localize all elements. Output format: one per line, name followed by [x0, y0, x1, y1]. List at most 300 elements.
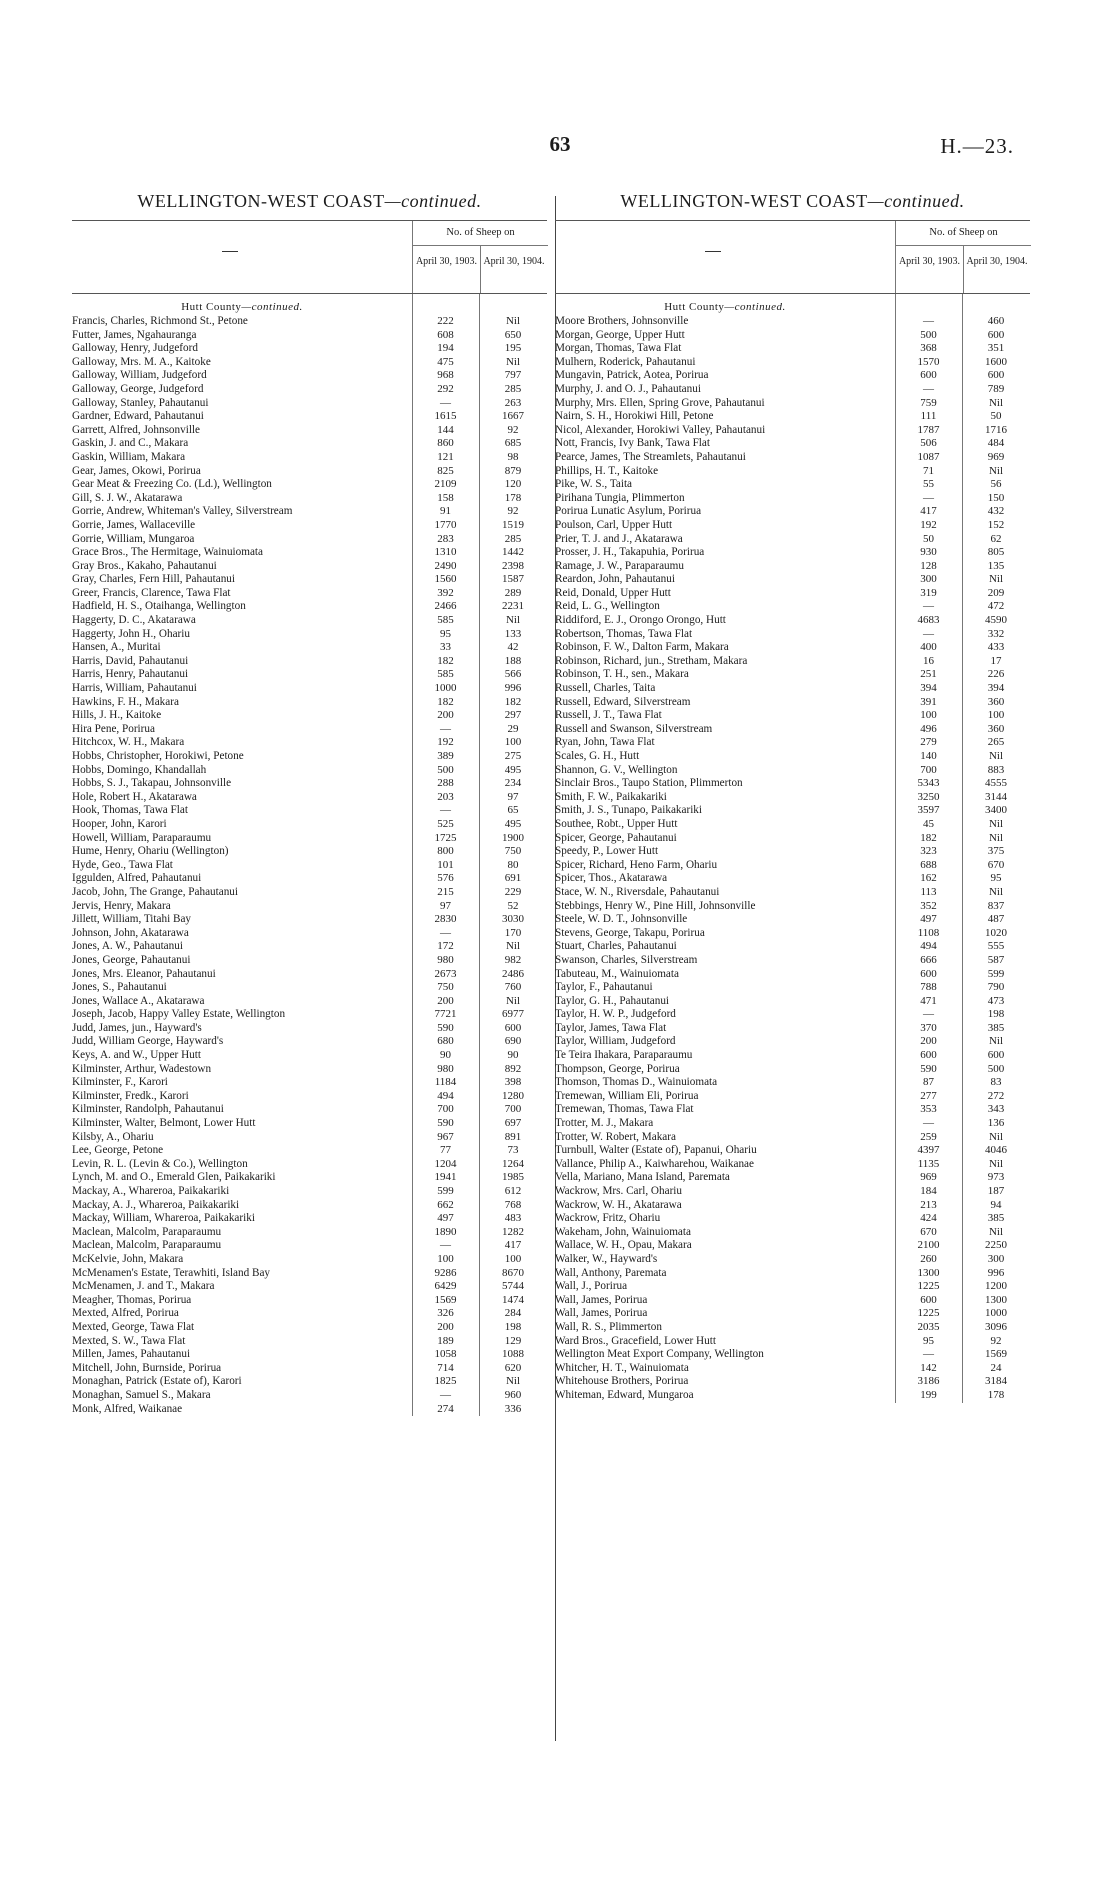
owner-name: McMenamen, J. and T., Makara — [72, 1280, 215, 1293]
sheep-1904: 3030 — [502, 913, 524, 926]
table-row — [555, 315, 1030, 329]
owner-name: Gray Bros., Kakaho, Pahautanui — [72, 559, 217, 572]
owner-name: McKelvie, John, Makara — [72, 1252, 184, 1265]
sheep-1903: — — [923, 382, 934, 395]
owner-name: Futter, James, Ngahauranga — [72, 328, 197, 341]
sheep-1904: 300 — [987, 1252, 1005, 1265]
owner-name: Russell, J. T., Tawa Flat — [555, 709, 662, 722]
sheep-1904: 360 — [987, 722, 1005, 735]
owner-name: Robinson, F. W., Dalton Farm, Makara — [555, 641, 729, 654]
sheep-1903: 319 — [920, 586, 937, 599]
sheep-1904: 566 — [504, 668, 522, 681]
sheep-1904: 891 — [504, 1130, 522, 1143]
table-row — [72, 940, 547, 954]
sheep-1903: 2466 — [434, 600, 457, 613]
sheep-1904: 750 — [504, 845, 522, 858]
sheep-1903: 1225 — [917, 1280, 940, 1293]
sheep-1904: 263 — [504, 396, 522, 409]
table-row — [555, 587, 1030, 601]
sheep-1903: 277 — [920, 1089, 937, 1102]
sheep-1903: 7721 — [434, 1008, 457, 1021]
sheep-1904: 1442 — [502, 546, 524, 559]
sheep-1903: 182 — [920, 831, 937, 844]
column-title: WELLINGTON-WEST COAST—continued. — [137, 191, 482, 211]
sheep-1904: 209 — [987, 586, 1005, 599]
sheep-1903: 172 — [437, 940, 454, 953]
owner-name: McMenamen's Estate, Terawhiti, Island Bay — [72, 1266, 270, 1279]
sheep-1903: 600 — [920, 1293, 937, 1306]
table-row — [72, 397, 547, 411]
sheep-1903: 471 — [920, 994, 937, 1007]
sheep-1904: 289 — [504, 586, 522, 599]
sheep-1904: 198 — [987, 1008, 1005, 1021]
owner-name: Whiteman, Edward, Mungaroa — [555, 1388, 694, 1401]
table-row — [72, 764, 547, 778]
sheep-1903: 199 — [920, 1388, 937, 1401]
owner-name: Hobbs, S. J., Takapau, Johnsonville — [72, 777, 232, 790]
table-row — [555, 505, 1030, 519]
sheep-count-header — [412, 221, 548, 293]
sheep-1904: 837 — [987, 899, 1005, 912]
table-row — [72, 492, 547, 506]
sheep-1903: 1725 — [434, 831, 457, 844]
table-row — [555, 1076, 1030, 1090]
sheep-1903: 825 — [437, 464, 454, 477]
owner-name: Hansen, A., Muritai — [72, 641, 161, 654]
sheep-1903: 1310 — [434, 546, 457, 559]
sheep-1903: 494 — [920, 940, 937, 953]
table-row — [72, 546, 547, 560]
owner-name: Jones, Mrs. Eleanor, Pahautanui — [72, 967, 216, 980]
owner-name: Wellington Meat Export Company, Wellington — [555, 1348, 764, 1361]
sheep-1903: 1204 — [434, 1157, 457, 1170]
sheep-1903: — — [440, 1388, 451, 1401]
sheep-1904: 433 — [987, 641, 1005, 654]
owner-name: Wall, Anthony, Paremata — [555, 1266, 667, 1279]
sheep-1903: 391 — [920, 695, 937, 708]
sheep-1903: 251 — [920, 668, 937, 681]
owner-name: Speedy, P., Lower Hutt — [555, 845, 659, 858]
table-row — [555, 1035, 1030, 1049]
table-row — [72, 1049, 547, 1063]
sheep-1904: 285 — [504, 382, 522, 395]
table-row — [72, 709, 547, 723]
table-row — [72, 1171, 547, 1185]
sheep-1904: 375 — [987, 845, 1005, 858]
sheep-1904: 198 — [504, 1320, 522, 1333]
sheep-1904: 790 — [987, 981, 1005, 994]
sheep-1903: 215 — [437, 885, 454, 898]
owner-name: Shannon, G. V., Wellington — [555, 763, 678, 776]
table-row — [72, 1185, 547, 1199]
table-row — [72, 1199, 547, 1213]
sheep-1903: 142 — [920, 1361, 937, 1374]
owner-name: Smith, F. W., Paikakariki — [555, 790, 667, 803]
sheep-1903: — — [440, 926, 451, 939]
owner-name: Smith, J. S., Tunapo, Paikakariki — [555, 804, 703, 817]
owner-name: Lee, George, Petone — [72, 1144, 164, 1157]
sheep-1903: — — [440, 1239, 451, 1252]
owner-name: Jervis, Henry, Makara — [72, 899, 171, 912]
table-row — [555, 1321, 1030, 1335]
table-row — [72, 560, 547, 574]
sheep-1904: 2486 — [502, 967, 524, 980]
sheep-1904: 996 — [504, 682, 522, 695]
sheep-1904: 73 — [507, 1144, 519, 1157]
table-row — [555, 342, 1030, 356]
table-row — [72, 1131, 547, 1145]
sheep-1904: 135 — [987, 559, 1005, 572]
sheep-1903: 590 — [920, 1062, 937, 1075]
sheep-1903: 424 — [920, 1212, 937, 1225]
sheep-1904: 892 — [504, 1062, 522, 1075]
sheep-1904: 600 — [987, 1049, 1005, 1062]
owner-name: Ward Bros., Gracefield, Lower Hutt — [555, 1334, 716, 1347]
sheep-1904: 1519 — [502, 518, 524, 531]
sheep-1903: 500 — [437, 763, 454, 776]
sheep-1904: 297 — [504, 709, 522, 722]
sheep-1903: 600 — [920, 369, 937, 382]
sheep-1903: 400 — [920, 641, 937, 654]
sheep-1904: 92 — [507, 423, 519, 436]
table-header — [555, 220, 1030, 294]
table-row — [72, 818, 547, 832]
table-row — [555, 1280, 1030, 1294]
sheep-1904: 599 — [987, 967, 1005, 980]
table-row — [72, 913, 547, 927]
owner-name: Trotter, M. J., Makara — [555, 1117, 654, 1130]
table-row — [555, 397, 1030, 411]
table-row — [72, 1267, 547, 1281]
table-row — [555, 886, 1030, 900]
owner-name: Thomson, Thomas D., Wainuiomata — [555, 1076, 718, 1089]
sheep-1904: Nil — [988, 464, 1004, 477]
sheep-1904: 234 — [504, 777, 522, 790]
sheep-1903: 1770 — [434, 518, 457, 531]
owner-name: Lynch, M. and O., Emerald Glen, Paikakariki — [72, 1171, 276, 1184]
owner-name: Galloway, William, Judgeford — [72, 369, 207, 382]
owner-name: Haggerty, John H., Ohariu — [72, 627, 190, 640]
owner-name: Mexted, George, Tawa Flat — [72, 1320, 195, 1333]
owner-name: Galloway, Stanley, Pahautanui — [72, 396, 209, 409]
sheep-1904: 2250 — [985, 1239, 1007, 1252]
table-row — [555, 1212, 1030, 1226]
sheep-1904: 52 — [507, 899, 519, 912]
table-row — [72, 995, 547, 1009]
sheep-1904: 136 — [987, 1117, 1005, 1130]
owner-name: Poulson, Carl, Upper Hutt — [555, 518, 673, 531]
table-row — [72, 1158, 547, 1172]
table-row — [72, 1212, 547, 1226]
sheep-1904: 960 — [504, 1388, 522, 1401]
sheep-1904: 1200 — [985, 1280, 1007, 1293]
owner-name: Gorrie, James, Wallaceville — [72, 518, 196, 531]
table-row — [555, 600, 1030, 614]
sheep-1903: — — [440, 722, 451, 735]
table-row — [555, 750, 1030, 764]
sheep-1903: 1615 — [434, 410, 457, 423]
sheep-1904: Nil — [988, 396, 1004, 409]
sheep-1903: 100 — [920, 709, 937, 722]
sheep-1903: 101 — [437, 858, 454, 871]
owner-name: Ryan, John, Tawa Flat — [555, 736, 655, 749]
table-row — [72, 804, 547, 818]
sheep-1904: 4590 — [985, 614, 1007, 627]
sheep-1904: 92 — [990, 1334, 1002, 1347]
table-row — [555, 791, 1030, 805]
owner-name: Wallace, W. H., Opau, Makara — [555, 1239, 692, 1252]
owner-name: Hitchcox, W. H., Makara — [72, 736, 185, 749]
sheep-1904: 612 — [504, 1185, 522, 1197]
table-row — [72, 791, 547, 805]
sheep-1903: 608 — [437, 328, 454, 341]
owner-name: Vella, Mariano, Mana Island, Paremata — [555, 1171, 730, 1184]
table-row — [555, 832, 1030, 846]
sheep-1903: 95 — [440, 627, 451, 640]
owner-name: Reardon, John, Pahautanui — [555, 573, 675, 586]
table-row — [72, 410, 547, 424]
sheep-1903: 3250 — [917, 790, 940, 803]
table-row — [72, 696, 547, 710]
owner-name: Wakeham, John, Wainuiomata — [555, 1225, 691, 1238]
sheep-1904: 398 — [504, 1076, 522, 1089]
sheep-1903: 417 — [920, 505, 937, 518]
table-row — [555, 1267, 1030, 1281]
sheep-1903: 506 — [920, 437, 937, 450]
table-row — [555, 764, 1030, 778]
sheep-1903: 33 — [440, 641, 451, 654]
sheep-1904: 2398 — [502, 559, 524, 572]
document-reference: H.—23. — [940, 134, 1014, 158]
owner-name: Kilminster, Randolph, Pahautanui — [72, 1103, 224, 1116]
owner-name: Morgan, George, Upper Hutt — [555, 328, 685, 341]
owner-name: Grace Bros., The Hermitage, Wainuiomata — [72, 546, 263, 559]
table-row — [72, 573, 547, 587]
table-row — [555, 437, 1030, 451]
sheep-1903: 389 — [437, 750, 454, 762]
table-row — [72, 342, 547, 356]
owner-name: Taylor, William, Judgeford — [555, 1035, 676, 1048]
owner-name: Robinson, T. H., sen., Makara — [555, 668, 689, 681]
owner-name: Swanson, Charles, Silverstream — [555, 953, 698, 966]
sheep-1903: — — [923, 1117, 934, 1130]
owner-name: Mulhern, Roderick, Pahautanui — [555, 355, 696, 368]
table-row — [72, 1035, 547, 1049]
sheep-1903: 1087 — [917, 450, 940, 463]
table-row — [555, 1307, 1030, 1321]
sheep-1904: 178 — [987, 1388, 1005, 1401]
table-row — [72, 968, 547, 982]
owner-name: Francis, Charles, Richmond St., Petone — [72, 315, 248, 327]
sheep-1903: 2100 — [917, 1239, 940, 1252]
sheep-1903: 1825 — [434, 1375, 457, 1388]
sheep-1903: 5343 — [917, 777, 940, 790]
sheep-1903: 1184 — [434, 1076, 457, 1089]
sheep-1903: 750 — [437, 981, 454, 994]
table-row — [555, 628, 1030, 642]
sheep-1903: 788 — [920, 981, 937, 994]
table-row — [555, 927, 1030, 941]
sheep-1903: 967 — [437, 1130, 454, 1143]
owner-name: Thompson, George, Porirua — [555, 1062, 680, 1075]
table-row — [72, 1307, 547, 1321]
owner-name: Spicer, Thos., Akatarawa — [555, 872, 668, 885]
table-row — [555, 1239, 1030, 1253]
sheep-1904: 1587 — [502, 573, 524, 586]
table-row — [72, 1253, 547, 1267]
sheep-1904: 600 — [987, 369, 1005, 382]
sheep-1903: 77 — [440, 1144, 451, 1157]
table-row — [555, 1090, 1030, 1104]
sheep-1904: 343 — [987, 1103, 1005, 1116]
sheep-1904: 100 — [987, 709, 1005, 722]
county-heading: Hutt County—continued. — [664, 301, 786, 313]
owner-name: Mungavin, Patrick, Aotea, Porirua — [555, 369, 709, 382]
owner-name: Stebbings, Henry W., Pine Hill, Johnsonville — [555, 899, 756, 912]
sheep-1903: 1135 — [917, 1157, 940, 1170]
owner-name: Tabuteau, M., Wainuiomata — [555, 967, 679, 980]
sheep-1904: 1264 — [502, 1157, 524, 1170]
owner-name: Tremewan, William Eli, Porirua — [555, 1089, 699, 1102]
table-row — [72, 1321, 547, 1335]
sheep-1904: 768 — [504, 1198, 522, 1211]
owner-name: Jacob, John, The Grange, Pahautanui — [72, 885, 239, 898]
table-row — [555, 614, 1030, 628]
sheep-1903: 475 — [437, 355, 454, 368]
table-row — [555, 356, 1030, 370]
sheep-1903: — — [923, 1348, 934, 1361]
owner-name: Hooper, John, Karori — [72, 817, 167, 830]
owner-name: Hobbs, Domingo, Khandallah — [72, 763, 207, 776]
table-header — [72, 220, 547, 294]
table-row — [72, 668, 547, 682]
sheep-1904: 152 — [987, 518, 1005, 531]
table-row — [72, 533, 547, 547]
owner-name: Russell, Charles, Taita — [555, 682, 656, 695]
sheep-1904: 620 — [504, 1361, 522, 1374]
owner-name: Prosser, J. H., Takapuhia, Porirua — [555, 546, 705, 559]
owner-name: Wall, J., Porirua — [555, 1280, 628, 1293]
sheep-1904: 670 — [987, 858, 1005, 871]
table-row — [72, 1348, 547, 1362]
sheep-1904: 284 — [504, 1307, 522, 1320]
table-row — [555, 981, 1030, 995]
sheep-1903: 700 — [920, 763, 937, 776]
sheep-1904: 275 — [504, 750, 522, 762]
table-row — [72, 1063, 547, 1077]
owner-name: Robinson, Richard, jun., Stretham, Makara — [555, 654, 748, 667]
owner-name: Hira Pene, Porirua — [72, 722, 155, 735]
table-row — [555, 1171, 1030, 1185]
sheep-1903: — — [923, 627, 934, 640]
owner-name: Gorrie, Andrew, Whiteman's Valley, Silverstream — [72, 505, 293, 518]
owner-name: Turnbull, Walter (Estate of), Papanui, Ohariu — [555, 1144, 757, 1157]
sheep-1903: 394 — [920, 682, 937, 695]
table-row — [72, 927, 547, 941]
owner-name: Galloway, George, Judgeford — [72, 382, 204, 395]
sheep-count-label: No. of Sheep on — [896, 221, 1031, 246]
owner-name: Taylor, James, Tawa Flat — [555, 1021, 667, 1034]
table-row — [555, 478, 1030, 492]
sheep-1904: 42 — [507, 641, 519, 654]
table-row — [555, 1103, 1030, 1117]
table-row — [72, 1226, 547, 1240]
sheep-1903: 323 — [920, 845, 937, 858]
table-row — [555, 682, 1030, 696]
table-row — [72, 1090, 547, 1104]
sheep-1903: 1000 — [434, 682, 457, 695]
sheep-1904: 285 — [504, 532, 522, 545]
owner-name: Wackrow, Fritz, Ohariu — [555, 1212, 661, 1225]
owner-name: Jones, George, Pahautanui — [72, 953, 191, 966]
owner-name: Gaskin, William, Makara — [72, 450, 186, 463]
sheep-1904: 90 — [507, 1049, 519, 1062]
sheep-1903: 599 — [437, 1185, 454, 1197]
table-row — [72, 1335, 547, 1349]
sheep-1904: 170 — [504, 926, 522, 939]
left-column — [72, 186, 547, 1416]
table-row — [72, 600, 547, 614]
owner-name: Wackrow, Mrs. Carl, Ohariu — [555, 1185, 682, 1197]
table-row — [72, 1008, 547, 1022]
sheep-1903: 16 — [923, 654, 934, 667]
sheep-1903: 128 — [920, 559, 937, 572]
owner-name: Hole, Robert H., Akatarawa — [72, 790, 197, 803]
sheep-1904: 691 — [504, 872, 522, 885]
sheep-1903: 800 — [437, 845, 454, 858]
table-row — [72, 736, 547, 750]
owner-name: Ramage, J. W., Paraparaumu — [555, 559, 684, 572]
header-april-1904: April 30, 1904. — [480, 246, 547, 293]
table-row — [72, 1389, 547, 1403]
owner-name: Pearce, James, The Streamlets, Pahautanui — [555, 450, 746, 463]
table-row — [555, 1117, 1030, 1131]
sheep-1904: 8670 — [502, 1266, 524, 1279]
table-row — [555, 329, 1030, 343]
sheep-1903: 662 — [437, 1198, 454, 1211]
owner-name: Nairn, S. H., Horokiwi Hill, Petone — [555, 410, 714, 423]
table-row — [555, 709, 1030, 723]
table-row — [555, 818, 1030, 832]
sheep-1904: 969 — [987, 450, 1005, 463]
sheep-1903: 496 — [920, 722, 937, 735]
table-row — [555, 492, 1030, 506]
sheep-1904: 17 — [990, 654, 1002, 667]
table-row — [72, 329, 547, 343]
sheep-1904: 1000 — [985, 1307, 1007, 1320]
table-row — [555, 1362, 1030, 1376]
sheep-1904: 1716 — [985, 423, 1007, 436]
owner-name: Steele, W. D. T., Johnsonville — [555, 913, 688, 926]
sheep-1903: 194 — [437, 342, 454, 355]
table-row — [555, 655, 1030, 669]
table-row — [72, 1362, 547, 1376]
sheep-1903: 2035 — [917, 1320, 940, 1333]
sheep-1903: 1570 — [917, 355, 940, 368]
owner-name: Maclean, Malcolm, Paraparaumu — [72, 1225, 222, 1238]
sheep-1903: 352 — [920, 899, 937, 912]
sheep-1903: 2109 — [434, 478, 457, 491]
owner-name: Te Teira Ihakara, Paraparaumu — [555, 1049, 693, 1062]
table-row — [555, 641, 1030, 655]
owner-name: Reid, Donald, Upper Hutt — [555, 586, 671, 599]
table-row — [555, 1131, 1030, 1145]
sheep-1903: 700 — [437, 1103, 454, 1116]
table-row — [72, 886, 547, 900]
sheep-1903: — — [923, 315, 934, 327]
table-row — [72, 1375, 547, 1389]
sheep-1904: 351 — [987, 342, 1005, 355]
